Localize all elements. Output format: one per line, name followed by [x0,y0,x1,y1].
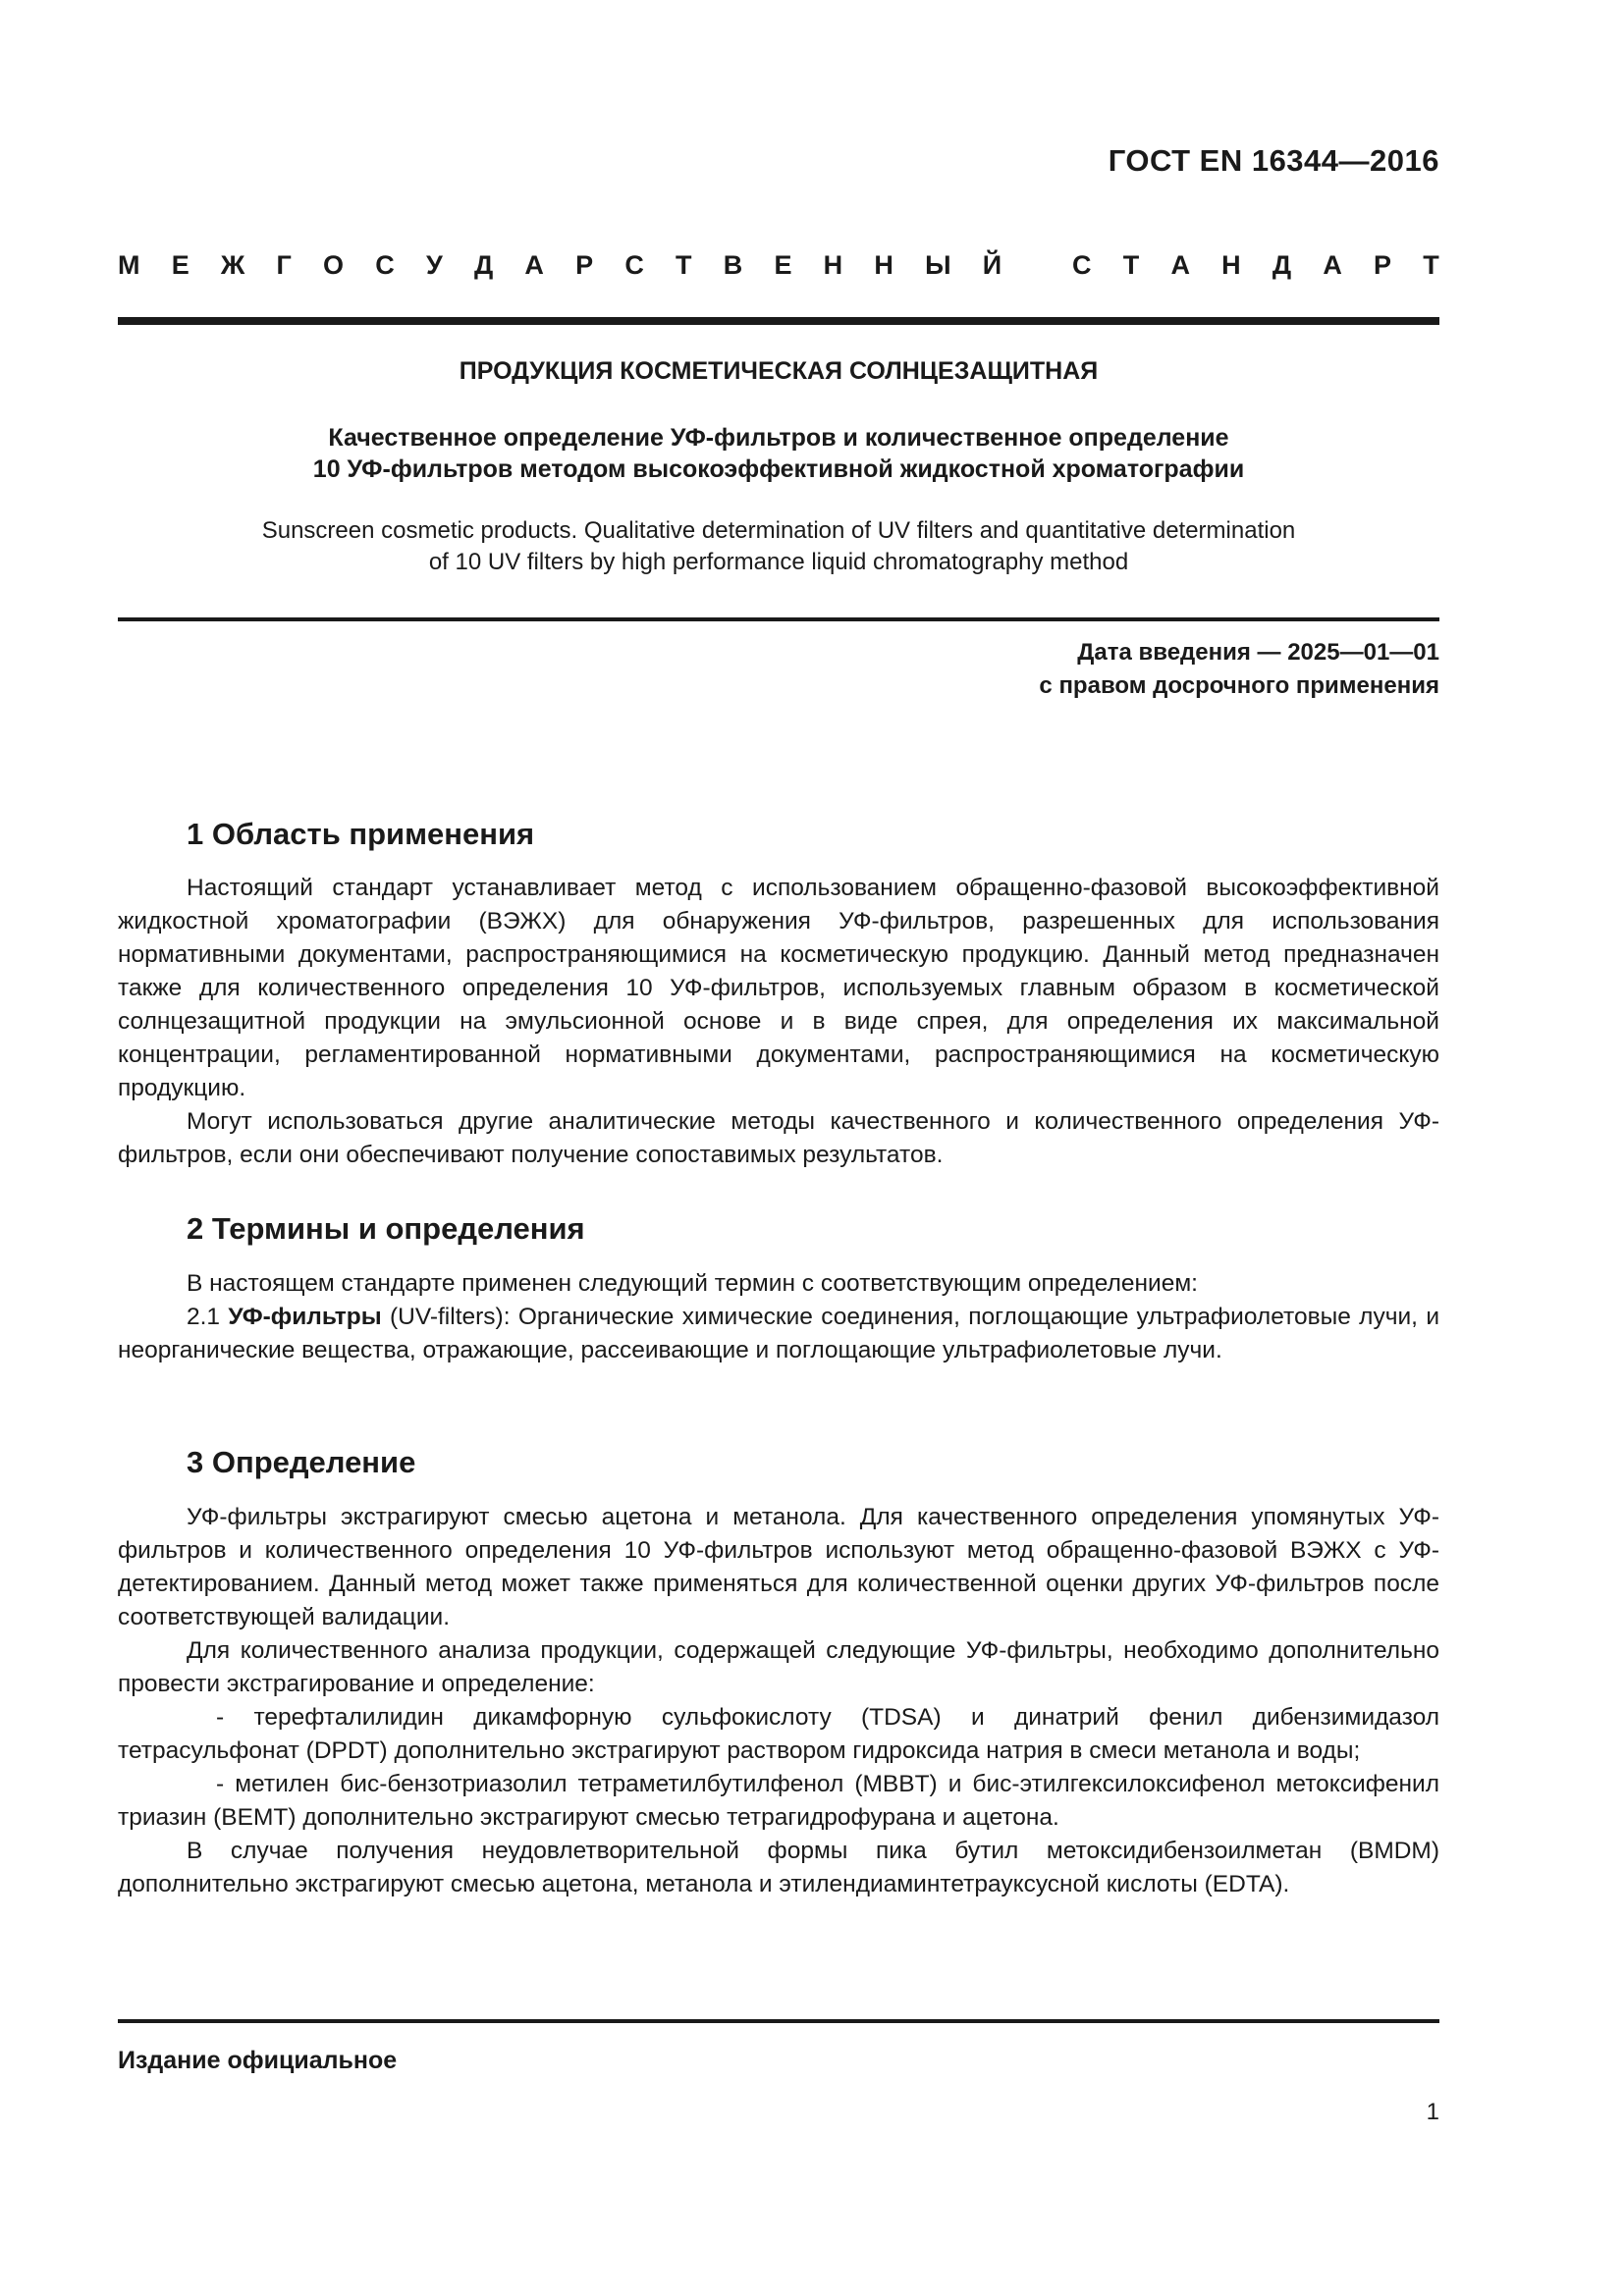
banner-letter: О [323,250,345,280]
banner-letter: М [118,250,140,280]
term-name: УФ-фильтры [228,1304,382,1330]
section-3-heading: 3 Определение [187,1445,416,1479]
section-1-body [118,872,1439,1172]
banner-letter: Р [575,250,594,280]
subtitle-line-2: 10 УФ-фильтров методом высокоэффективной жидкостной хроматографии [312,455,1245,483]
english-title-line-1: Sunscreen cosmetic products. Qualitative determination of UV filters and quantitative determination [261,517,1296,544]
footer-rule [118,2019,1439,2023]
banner-letter: С [1072,250,1092,280]
section-1-paragraph-2: Могут использоваться другие аналитические методы качественного и количественного определения УФ-фильтров, если они обеспечивают получение сопоставимых результатов. [118,1108,1439,1168]
section-3-paragraph-3: В случае получения неудовлетворительной формы пика бутил метоксидибензоилметан (BMDM) дополнительно экстрагируют смесью ацетона, метанола и этилендиаминтетрауксусной кислоты (EDTA). [118,1838,1439,1897]
banner-letter: Т [1122,250,1140,280]
subtitle-line-1: Качественное определение УФ-фильтров и количественное определение [328,424,1229,452]
product-title: ПРОДУКЦИЯ КОСМЕТИЧЕСКАЯ СОЛНЦЕЗАЩИТНАЯ [459,357,1099,385]
banner-letter: Н [823,250,843,280]
section-2-paragraph-1: В настоящем стандарте применен следующий термин с соответствующим определением: [187,1270,1198,1297]
banner-letter: Н [1221,250,1241,280]
term-definition [118,1301,1439,1367]
banner-letter: Р [1374,250,1392,280]
banner-letter: Ы [925,250,951,280]
banner-letter: С [624,250,644,280]
section-3-paragraph-2: Для количественного анализа продукции, содержащей следующие УФ-фильтры, необходимо дополнительно провести экстрагирование и определение: [118,1637,1439,1697]
banner-letter: А [524,250,544,280]
section-1-paragraph-1: Настоящий стандарт устанавливает метод с использованием обращенно-фазовой высокоэффективной жидкостной хроматографии (ВЭЖХ) для обнаружения УФ-фильтров, разрешенных для использования нормативными документами, распространяющимися на косметическую продукцию. Данный метод предназначен также для количественного определения 10 УФ-фильтров, используемых главным образом в косметической солнцезащитной продукции на эмульсионной основе и в виде спрея, для определения их максимальной концентрации, регламентированной нормативными документами, распространяющимися на косметическую продукцию. [118,875,1439,1101]
banner-letter: У [425,250,443,280]
gost-number: ГОСТ EN 16344—2016 [1108,143,1439,178]
official-edition-label: Издание официальное [118,2047,398,2074]
english-title-line-2: of 10 UV filters by high performance liquid chromatography method [428,549,1129,575]
section-1-heading: 1 Область применения [187,817,535,851]
banner-letter: Т [676,250,692,280]
banner-letter: А [1323,250,1342,280]
section-3-body [118,1501,1439,1901]
section-3-list-item-2: - метилен бис-бензотриазолил тетраметилбутилфенол (MBBT) и бис-этилгексилоксифенол метоксифенил триазин (BEMT) дополнительно экстрагируют смесью тетрагидрофурана и ацетона. [118,1771,1439,1831]
term-definition-text: (UV-filters): Органические химические соединения, поглощающие ультрафиолетовые лучи, и неорганические вещества, отражающие, рассеивающие и поглощающие ультрафиолетовые лучи. [118,1304,1440,1363]
banner-letter: В [723,250,743,280]
section-2-body [118,1267,1439,1367]
standard-type-banner [118,250,1439,281]
banner-letter: Д [473,250,494,280]
section-3-paragraph-1: УФ-фильтры экстрагируют смесью ацетона и метанола. Для качественного определения упомянутых УФ-фильтров и количественного определения 10 УФ-фильтров используют метод обращенно-фазовой ВЭЖХ с УФ-детектированием. Данный метод может также применяться для количественной оценки других УФ-фильтров после соответствующей валидации. [118,1504,1439,1630]
banner-letter: Ж [220,250,245,280]
document-subtitle [118,422,1439,485]
section-3-list-item-1: - терефталилидин дикамфорную сульфокислоту (TDSA) и динатрий фенил дибензимидазол тетрасульфонат (DPDT) дополнительно экстрагируют раствором гидроксида натрия в смеси метанола и воды; [118,1704,1439,1764]
title-rule [118,617,1439,621]
term-number: 2.1 [187,1304,221,1330]
banner-letter: Й [982,250,1002,280]
header-rule [118,317,1439,325]
banner-letter: С [375,250,395,280]
introduction-date [1039,636,1439,703]
banner-letter: Е [171,250,189,280]
banner-letter: Г [276,250,292,280]
english-title [118,515,1439,578]
banner-letter: Н [874,250,893,280]
banner-word-gap [1033,250,1041,281]
early-application-line: с правом досрочного применения [1039,672,1439,699]
intro-date-line: Дата введения — 2025—01—01 [1077,639,1439,666]
banner-letter: Д [1272,250,1292,280]
section-2-heading: 2 Термины и определения [187,1211,585,1246]
banner-letter: Т [1423,250,1439,280]
banner-letter: А [1170,250,1190,280]
banner-letter: Е [774,250,792,280]
page-number: 1 [1426,2099,1439,2125]
